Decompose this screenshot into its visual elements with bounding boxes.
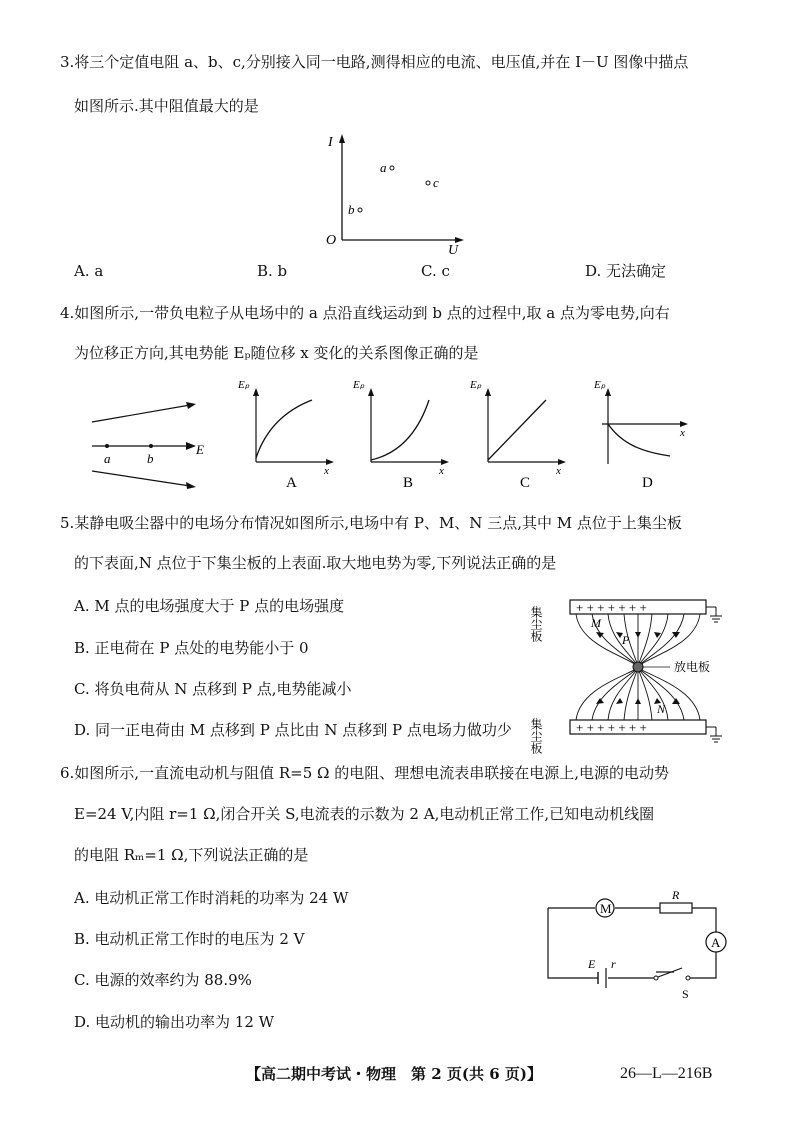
q4-graph-a[interactable]	[238, 380, 338, 490]
q4-stem-line2: 为位移正方向,其电势能 Eₚ随位移 x 变化的关系图像正确的是	[74, 344, 479, 362]
q5-stem-line1: 5.某静电吸尘器中的电场分布情况如图所示,电场中有 P、M、N 三点,其中 M 点位于上集尘板	[60, 514, 682, 532]
q5-option-b[interactable]: B. 正电荷在 P 点处的电势能小于 0	[74, 639, 309, 657]
svg-text:x: x	[324, 465, 329, 477]
q4-graph-a-label: A	[286, 475, 297, 491]
q5-bottom-plate-label: 集尘板	[529, 718, 543, 754]
footer-title: 【高二期中考试・物理 第 2 页(共 6 页)】	[246, 1065, 542, 1083]
q5-point-n-label: N	[657, 702, 666, 716]
svg-text:Eₚ: Eₚ	[353, 379, 365, 391]
q5-discharge-electrode	[633, 662, 643, 672]
q5-point-p-label: P	[622, 633, 630, 647]
q6-circuit-diagram	[540, 888, 740, 1002]
q5-top-plate-label: 集尘板	[529, 606, 543, 642]
svg-text:Eₚ: Eₚ	[470, 379, 482, 391]
q3-point-a	[390, 166, 394, 170]
q6-resistor-label: R	[672, 888, 680, 902]
q6-stem-line2: E=24 V,内阻 r=1 Ω,闭合开关 S,电流表的示数为 2 A,电动机正常工作,已知电动机线圈	[74, 805, 655, 823]
q5-point-m-label: M	[591, 616, 601, 630]
q3-stem-line2: 如图所示.其中阻值最大的是	[74, 97, 259, 115]
q3-origin-label: O	[326, 233, 337, 248]
q4-graph-b[interactable]	[353, 380, 453, 490]
q6-option-c[interactable]: C. 电源的效率约为 88.9%	[74, 971, 252, 989]
q4-point-a	[105, 444, 109, 448]
q4-a-label: a	[104, 451, 111, 466]
q5-option-c[interactable]: C. 将负电荷从 N 点移到 P 点,电势能减小	[74, 680, 352, 698]
q3-point-c	[426, 181, 430, 185]
q6-option-a[interactable]: A. 电动机正常工作时消耗的功率为 24 W	[74, 889, 349, 907]
q6-emf-label: E	[588, 957, 596, 971]
svg-text:Eₚ: Eₚ	[238, 379, 250, 391]
q4-point-b	[149, 444, 153, 448]
q3-x-axis-label: U	[448, 243, 459, 258]
q3-point-c-label: c	[433, 175, 439, 190]
q3-point-b-label: b	[348, 202, 355, 217]
q3-option-a[interactable]: A. a	[74, 262, 104, 280]
svg-text:+ + + + + + +: + + + + + + +	[576, 720, 647, 735]
q6-stem-line3: 的电阻 Rₘ=1 Ω,下列说法正确的是	[74, 846, 309, 864]
q6-option-b[interactable]: B. 电动机正常工作时的电压为 2 V	[74, 930, 305, 948]
q4-graph-d-label: D	[642, 475, 653, 491]
q3-option-d[interactable]: D. 无法确定	[585, 262, 667, 280]
q4-graph-b-label: B	[403, 475, 414, 491]
q5-option-d[interactable]: D. 同一正电荷由 M 点移到 P 点比由 N 点移到 P 点电场力做功少	[74, 721, 512, 739]
q3-iu-graph	[320, 130, 480, 260]
q4-b-label: b	[147, 451, 154, 466]
q4-stem-line1: 4.如图所示,一带负电粒子从电场中的 a 点沿直线运动到 b 点的过程中,取 a 点为零电势,向右	[60, 304, 670, 322]
q5-discharge-label: 放电板	[674, 660, 711, 674]
q4-graph-c[interactable]	[470, 380, 570, 490]
q6-option-d[interactable]: D. 电动机的输出功率为 12 W	[74, 1013, 275, 1031]
q3-y-axis-label: I	[328, 135, 333, 150]
q3-point-a-label: a	[380, 160, 387, 175]
svg-text:x: x	[556, 465, 561, 477]
svg-text:+ + + + + + +: + + + + + + +	[576, 600, 647, 615]
q3-stem-line1: 3.将三个定值电阻 a、b、c,分别接入同一电路,测得相应的电流、电压值,并在 I－U 图像中描点	[60, 53, 689, 71]
svg-text:Eₚ: Eₚ	[594, 379, 606, 391]
q3-option-c[interactable]: C. c	[421, 262, 450, 280]
q3-option-b[interactable]: B. b	[257, 262, 288, 280]
q3-point-b	[358, 208, 362, 212]
q5-option-a[interactable]: A. M 点的电场强度大于 P 点的电场强度	[74, 597, 345, 615]
footer-code: 26—L—216B	[620, 1065, 713, 1082]
q6-ammeter-label: A	[711, 935, 721, 950]
q5-dust-collector-figure	[530, 594, 750, 754]
q6-motor-label: M	[600, 901, 612, 916]
q4-field-diagram	[90, 400, 220, 500]
q4-graph-d[interactable]	[592, 380, 702, 490]
svg-text:x: x	[439, 465, 444, 477]
q4-field-label: E	[196, 442, 204, 457]
q5-stem-line2: 的下表面,N 点位于下集尘板的上表面.取大地电势为零,下列说法正确的是	[74, 554, 557, 572]
q6-stem-line1: 6.如图所示,一直流电动机与阻值 R=5 Ω 的电阻、理想电流表串联接在电源上,电源的电动势	[60, 764, 669, 782]
svg-text:x: x	[680, 427, 685, 439]
q4-graph-c-label: C	[520, 475, 531, 491]
q6-internal-resistance-label: r	[611, 957, 616, 971]
q6-switch-label: S	[682, 987, 689, 1001]
